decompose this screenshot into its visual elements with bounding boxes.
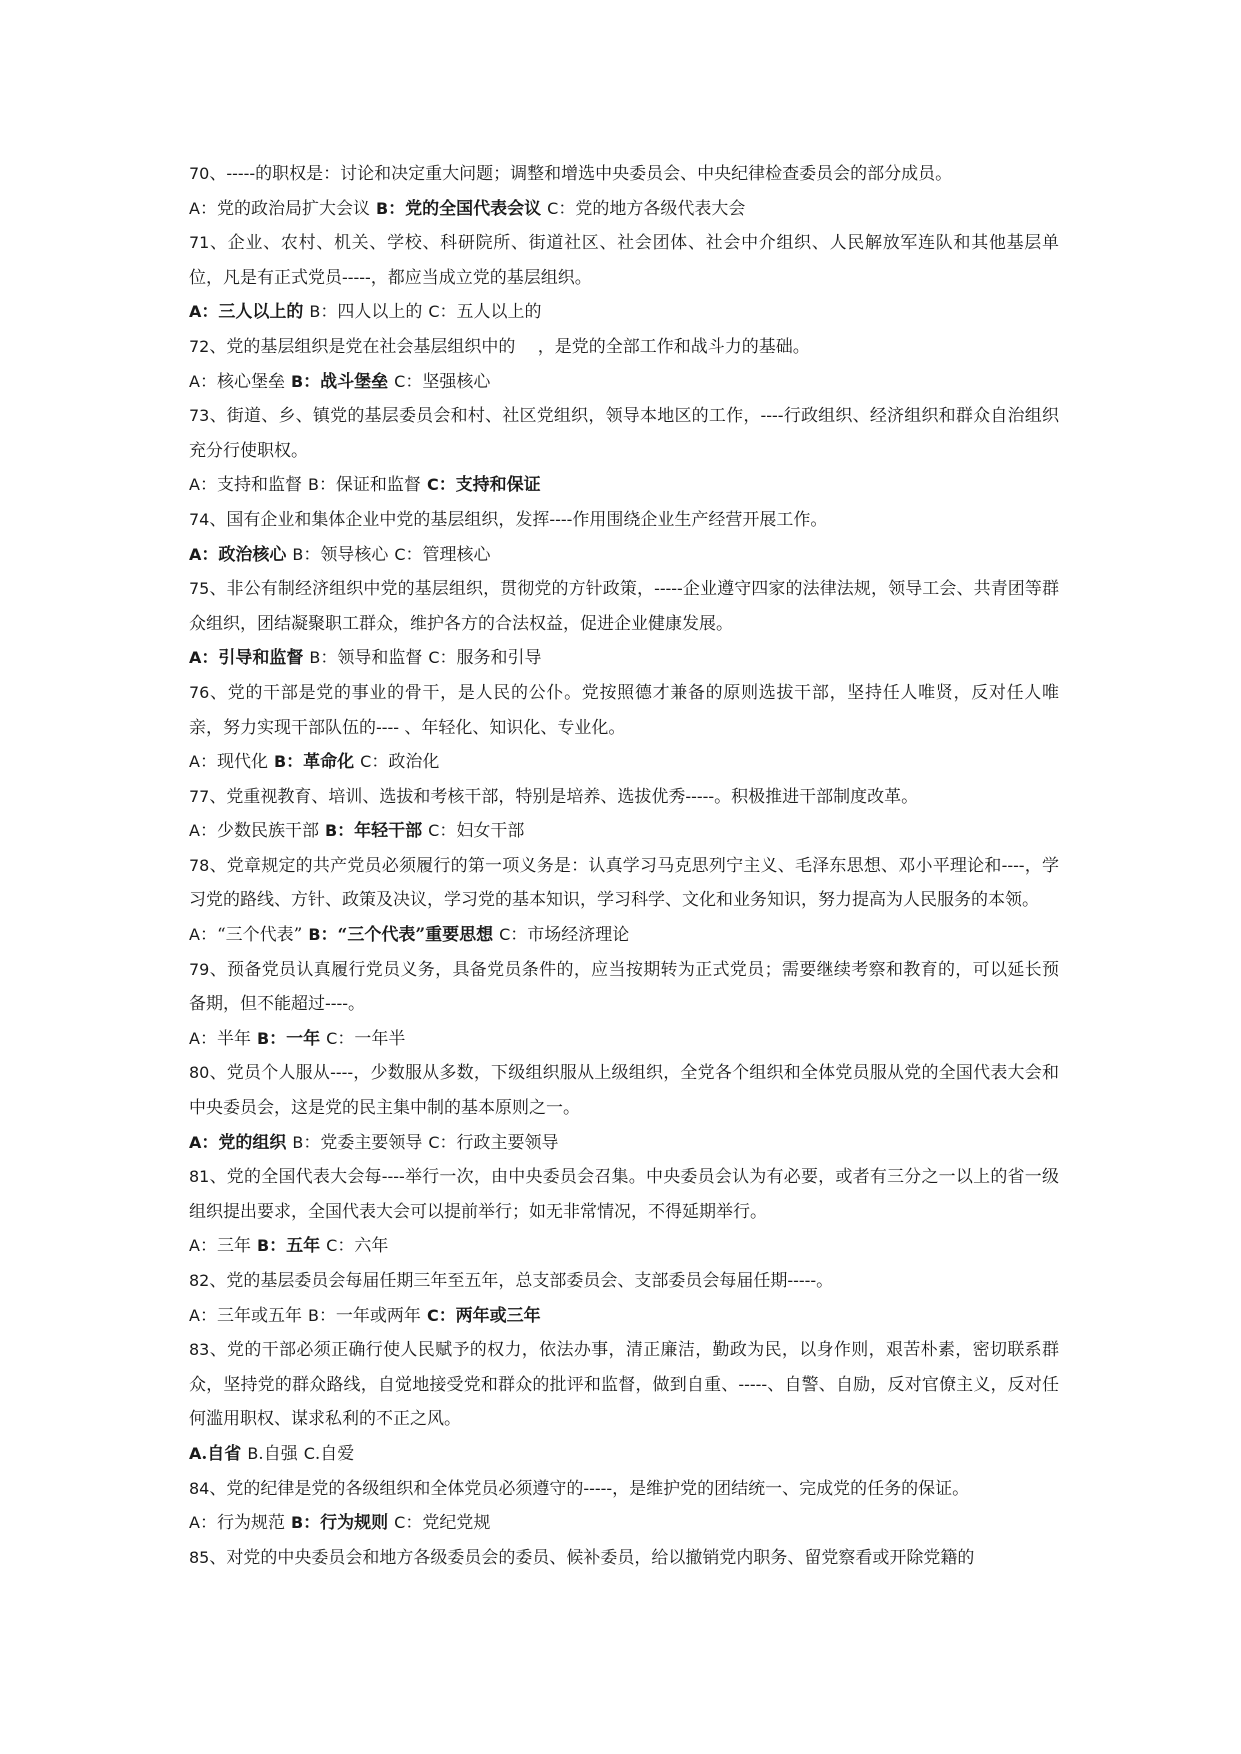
option-c <box>394 545 490 565</box>
question-number: 80 <box>189 1063 210 1083</box>
option-text: ：五人以上的 <box>439 302 542 323</box>
option-b <box>291 372 388 392</box>
question-text: 、党的基层组织是党在社会基层组织中的 ，是党的全部工作和战斗力的基础。 <box>209 336 810 357</box>
option-text: ：五年 <box>269 1236 321 1257</box>
question-76 <box>189 676 1059 745</box>
option-letter: C <box>360 752 372 772</box>
option-letter: B <box>290 371 304 391</box>
option-letter: C <box>499 925 511 945</box>
option-letter: B <box>256 1028 270 1048</box>
option-b <box>325 821 422 841</box>
option-text: ：行为规范 <box>199 1513 285 1534</box>
question-number: 77 <box>189 786 210 806</box>
question-number: 70 <box>189 164 210 183</box>
option-text: ：市场经济理论 <box>510 925 630 946</box>
option-text: ：政治化 <box>371 752 440 773</box>
option-letter: C <box>428 821 440 841</box>
option-letter: A <box>189 648 202 668</box>
question-number: 81 <box>189 1167 210 1187</box>
option-text: ：党的地方各级代表大会 <box>558 198 746 219</box>
option-b <box>274 752 354 772</box>
question-text: 、党的基层委员会每届任期三年至五年，总支部委员会、支部委员会每届任期-----。 <box>209 1271 834 1291</box>
option-text: ：政治核心 <box>201 544 287 565</box>
option-letter: C <box>547 198 559 218</box>
option-text: ：支持和监督 <box>199 475 302 496</box>
option-text: ：半年 <box>199 1028 251 1049</box>
option-letter: A <box>189 1513 200 1533</box>
option-letter: A <box>189 1236 200 1256</box>
answer-options <box>189 1229 1059 1264</box>
option-letter: B <box>324 821 338 841</box>
option-text: ：保证和监督 <box>318 475 421 496</box>
option-letter: B <box>375 198 389 218</box>
answer-options <box>189 1022 1059 1057</box>
answer-options <box>189 745 1059 780</box>
question-73 <box>189 399 1059 468</box>
option-c <box>394 1513 490 1533</box>
option-b <box>257 1029 320 1049</box>
option-letter: C <box>394 371 406 391</box>
answer-options <box>189 295 1059 330</box>
document-page <box>189 157 1059 1575</box>
option-text: ：一年或两年 <box>318 1305 421 1326</box>
option-text: ：管理核心 <box>405 544 491 565</box>
question-70 <box>189 157 1059 192</box>
answer-options <box>189 538 1059 573</box>
question-number: 79 <box>189 959 210 979</box>
option-text: ：领导核心 <box>303 544 389 565</box>
option-letter: B <box>292 544 304 564</box>
answer-options <box>189 1437 1059 1472</box>
option-letter: A <box>189 302 202 322</box>
option-b <box>308 475 421 495</box>
option-letter: A <box>189 371 200 391</box>
question-text: 、党的纪律是党的各级组织和全体党员必须遵守的-----，是维护党的团结统一、完成党的任务的保证。 <box>209 1478 970 1499</box>
option-text: ：党的政治局扩大会议 <box>199 198 370 219</box>
question-number: 83 <box>189 1340 210 1360</box>
option-letter: A <box>189 752 200 772</box>
option-letter: B <box>309 302 321 322</box>
option-a <box>189 1306 302 1326</box>
option-text: ：引导和监督 <box>201 648 304 669</box>
answer-options <box>189 192 1059 227</box>
option-letter: A <box>189 821 200 841</box>
option-text: .自省 <box>201 1443 242 1464</box>
option-letter: B <box>290 1513 304 1533</box>
option-text: ：党委主要领导 <box>303 1132 423 1153</box>
answer-options <box>189 1299 1059 1334</box>
option-letter: B <box>307 475 319 495</box>
option-b <box>309 302 422 322</box>
question-text: 、国有企业和集体企业中党的基层组织，发挥----作用围绕企业生产经营开展工作。 <box>209 509 828 530</box>
question-number: 76 <box>189 682 210 702</box>
option-a <box>189 1513 285 1533</box>
question-text: 、党的全国代表大会每----举行一次，由中央委员会召集。中央委员会认为有必要，或者有三分之一以上的省一级组织提出要求，全国代表大会可以提前举行；如无非常情况，不得延期举行。 <box>189 1167 1059 1222</box>
option-b <box>308 925 493 945</box>
question-80 <box>189 1056 1059 1125</box>
option-letter: C <box>428 1132 440 1152</box>
option-b <box>309 648 422 668</box>
option-text: ：年轻干部 <box>337 821 423 842</box>
option-letter: C <box>428 302 440 322</box>
option-text: ：支持和保证 <box>438 475 541 496</box>
option-b <box>308 1306 421 1326</box>
option-b <box>247 1444 297 1464</box>
option-c <box>360 752 439 772</box>
question-number: 84 <box>189 1478 210 1498</box>
option-a <box>189 1236 251 1256</box>
option-a <box>189 752 268 772</box>
question-text: 、-----的职权是：讨论和决定重大问题；调整和增选中央委员会、中央纪律检查委员会的部分成员。 <box>209 164 953 184</box>
option-a <box>189 302 303 322</box>
option-b <box>292 545 388 565</box>
option-text: ：三年或五年 <box>199 1305 302 1326</box>
option-text: ：“三个代表” <box>199 925 303 946</box>
option-letter: A <box>189 925 200 945</box>
question-84 <box>189 1472 1059 1507</box>
question-text: 、企业、农村、机关、学校、科研院所、街道社区、社会团体、社会中介组织、人民解放军连队和其他基层单位，凡是有正式党员-----，都应当成立党的基层组织。 <box>189 233 1059 288</box>
question-78 <box>189 849 1059 918</box>
option-c <box>428 1133 558 1153</box>
question-text: 、党重视教育、培训、选拔和考核干部，特别是培养、选拔优秀-----。积极推进干部制度改革。 <box>209 786 919 807</box>
option-a <box>189 199 370 219</box>
answer-options <box>189 814 1059 849</box>
question-number: 74 <box>189 509 210 529</box>
question-number: 72 <box>189 336 210 356</box>
question-number: 71 <box>189 233 210 253</box>
question-text: 、对党的中央委员会和地方各级委员会的委员、候补委员，给以撤销党内职务、留党察看或开除党籍的 <box>209 1547 975 1568</box>
option-c <box>428 648 541 668</box>
question-number: 85 <box>189 1547 210 1567</box>
option-text: ：妇女干部 <box>439 821 525 842</box>
option-text: ：革命化 <box>286 752 355 773</box>
question-text: 、党员个人服从----，少数服从多数，下级组织服从上级组织，全党各个组织和全体党员服从党的全国代表大会和中央委员会，这是党的民主集中制的基本原则之一。 <box>189 1063 1059 1119</box>
option-c <box>499 925 629 945</box>
option-text: ：三年 <box>199 1236 251 1257</box>
option-letter: C <box>326 1236 338 1256</box>
question-71 <box>189 226 1059 295</box>
option-text: ：一年 <box>269 1028 321 1049</box>
question-text: 、党章规定的共产党员必须履行的第一项义务是：认真学习马克思列宁主义、毛泽东思想、邓小平理论和----，学习党的路线、方针、政策及决议，学习党的基本知识，学习科学、文化和业务知识，努力提高为人民服务的本领。 <box>189 855 1059 911</box>
option-text: ：行为规则 <box>303 1513 389 1534</box>
option-text: ：现代化 <box>199 752 268 773</box>
option-letter: A <box>189 1305 200 1325</box>
option-b <box>292 1133 422 1153</box>
option-letter: B <box>309 648 321 668</box>
option-b <box>291 1513 388 1533</box>
option-text: ：一年半 <box>337 1028 406 1049</box>
question-81 <box>189 1160 1059 1229</box>
answer-options <box>189 641 1059 676</box>
question-85 <box>189 1541 1059 1576</box>
option-text: ：六年 <box>337 1236 389 1257</box>
option-b <box>257 1236 320 1256</box>
question-82 <box>189 1264 1059 1299</box>
option-letter: A <box>189 1028 200 1048</box>
option-a <box>189 1444 241 1464</box>
question-number: 75 <box>189 579 210 599</box>
answer-options <box>189 1506 1059 1541</box>
option-letter: C <box>426 1305 439 1325</box>
question-72 <box>189 330 1059 365</box>
option-c <box>428 821 524 841</box>
option-text: ：两年或三年 <box>438 1305 541 1326</box>
question-75 <box>189 572 1059 641</box>
option-a <box>189 372 285 392</box>
option-c <box>427 475 541 495</box>
option-letter: B <box>247 1443 259 1463</box>
option-text: ：核心堡垒 <box>199 371 285 392</box>
question-text: 、预备党员认真履行党员义务，具备党员条件的，应当按期转为正式党员；需要继续考察和教育的，可以延长预备期，但不能超过----。 <box>189 959 1059 1015</box>
answer-options <box>189 468 1059 503</box>
option-text: ：少数民族干部 <box>199 821 319 842</box>
option-a <box>189 925 302 945</box>
option-text: ：服务和引导 <box>439 648 542 669</box>
option-letter: A <box>189 198 200 218</box>
option-letter: C <box>394 1513 406 1533</box>
option-letter: B <box>292 1132 304 1152</box>
question-74 <box>189 503 1059 538</box>
option-text: ：党的组织 <box>201 1132 287 1153</box>
option-a <box>189 545 286 565</box>
option-text: ：“三个代表”重要思想 <box>320 925 494 946</box>
option-a <box>189 1133 286 1153</box>
option-letter: B <box>308 925 321 945</box>
option-letter: C <box>394 544 406 564</box>
question-text: 、党的干部是党的事业的骨干，是人民的公仆。党按照德才兼备的原则选拔干部，坚持任人唯贤，反对任人唯亲，努力实现干部队伍的---- 、年轻化、知识化、专业化。 <box>189 682 1059 738</box>
option-text: ：党纪党规 <box>405 1513 491 1534</box>
option-c <box>304 1444 355 1464</box>
question-number: 73 <box>189 406 210 426</box>
option-text: .自爱 <box>314 1443 355 1464</box>
answer-options <box>189 918 1059 953</box>
option-letter: B <box>273 752 287 772</box>
question-number: 78 <box>189 855 210 875</box>
option-c <box>428 302 541 322</box>
option-text: ：领导和监督 <box>320 648 423 669</box>
option-text: ：四人以上的 <box>320 302 423 323</box>
option-c <box>394 372 490 392</box>
option-text: ：三人以上的 <box>201 302 304 323</box>
option-letter: B <box>307 1305 319 1325</box>
question-79 <box>189 953 1059 1022</box>
option-letter: A <box>189 544 202 564</box>
option-letter: A <box>189 1132 202 1152</box>
option-a <box>189 821 319 841</box>
option-text: .自强 <box>258 1443 298 1464</box>
option-text: ：战斗堡垒 <box>303 371 389 392</box>
option-a <box>189 475 302 495</box>
option-letter: C <box>426 475 439 495</box>
question-83 <box>189 1333 1059 1437</box>
option-c <box>326 1236 388 1256</box>
question-text: 、非公有制经济组织中党的基层组织，贯彻党的方针政策，-----企业遵守四家的法律法规，领导工会、共青团等群众组织，团结凝聚职工群众，维护各方的合法权益，促进企业健康发展。 <box>189 579 1059 634</box>
option-letter: C <box>428 648 440 668</box>
question-77 <box>189 780 1059 815</box>
answer-options <box>189 1126 1059 1161</box>
option-letter: B <box>256 1236 270 1256</box>
option-text: ：坚强核心 <box>405 371 491 392</box>
question-text: 、街道、乡、镇党的基层委员会和村、社区党组织，领导本地区的工作，----行政组织、经济组织和群众自治组织充分行使职权。 <box>189 406 1059 461</box>
option-text: ：行政主要领导 <box>439 1132 559 1153</box>
option-b <box>376 199 541 219</box>
option-letter: C <box>326 1028 338 1048</box>
question-text: 、党的干部必须正确行使人民赋予的权力，依法办事，清正廉洁，勤政为民，以身作则，艰苦朴素，密切联系群众，坚持党的群众路线，自觉地接受党和群众的批评和监督，做到自重、-----、自警、自励，反对官僚主义，反对任何滥用职权、谋求私利的不正之风。 <box>189 1340 1059 1430</box>
option-a <box>189 648 303 668</box>
option-letter: A <box>189 1443 202 1463</box>
answer-options <box>189 365 1059 400</box>
option-text: ：党的全国代表会议 <box>388 198 542 219</box>
option-c <box>326 1029 405 1049</box>
option-c <box>427 1306 541 1326</box>
option-a <box>189 1029 251 1049</box>
option-c <box>547 199 745 219</box>
question-number: 82 <box>189 1271 210 1290</box>
option-letter: C <box>303 1443 315 1463</box>
option-letter: A <box>189 475 200 495</box>
